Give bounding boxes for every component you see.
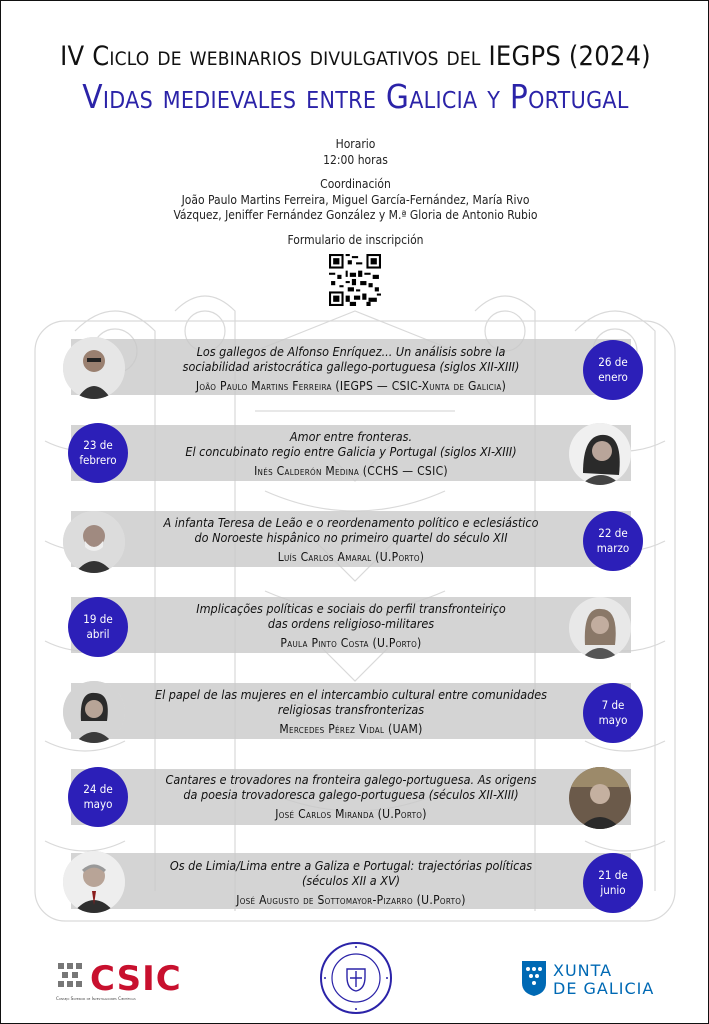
session-5: [131, 687, 571, 736]
session-4-title-2: das ordens religioso-militares: [267, 616, 435, 631]
registration-qr-code[interactable]: [329, 254, 381, 306]
session-1-title-1: Los gallegos de Alfonso Enríquez... Un análisis sobre la: [196, 344, 506, 359]
coordinacion-line-2: Vázquez, Jeniffer Fernández González y M.ª Gloria de Antonio Rubio: [173, 208, 538, 222]
session-1-date: 26 de enero: [583, 340, 643, 400]
session-5-date: 7 de mayo: [583, 683, 643, 743]
session-3-title-1: A infanta Teresa de Leão e o reordenamento político e eclesiástico: [163, 515, 539, 530]
session-1-title-2: sociabilidad aristocrática gallego-portuguesa (siglos XII-XIII): [182, 359, 520, 374]
session-4-title-1: Implicações políticas e sociais do perfil transfronteiriço: [196, 601, 506, 616]
xunta-line-2: DE GALICIA: [553, 979, 655, 998]
session-2: [131, 429, 571, 478]
session-2-title-2: El concubinato regio entre Galicia y Portugal (siglos XI-XIII): [185, 444, 517, 459]
speaker-6-photo: [569, 767, 631, 829]
session-4: [131, 601, 571, 650]
horario-value: 12:00 horas: [323, 153, 388, 167]
session-1-speaker: João Paulo Martins Ferreira (IEGPS — CSIC-Xunta de Galicia): [195, 379, 507, 393]
session-6-title-2: da poesia trovadoresca galego-portuguesa (séculos XII-XIII): [183, 787, 519, 802]
session-2-date: 23 de febrero: [68, 423, 128, 483]
xunta-shield-icon: [521, 959, 547, 997]
session-7-title-2: (séculos XII a XV): [301, 873, 401, 888]
session-7: [131, 858, 571, 907]
session-2-speaker: Inés Calderón Medina (CCHS — CSIC): [254, 464, 448, 478]
session-1: [131, 344, 571, 393]
speaker-3-photo: [63, 511, 125, 573]
speaker-4-photo: [569, 597, 631, 659]
session-6: [131, 772, 571, 821]
xunta-line-1: XUNTA: [553, 961, 613, 980]
session-5-title-1: El papel de las mujeres en el intercambio cultural entre comunidades: [154, 687, 548, 702]
session-7-speaker: José Augusto de Sottomayor-Pizarro (U.Porto): [236, 893, 466, 907]
session-4-speaker: Paula Pinto Costa (U.Porto): [280, 636, 422, 650]
session-3-title-2: do Noroeste hispânico no primeiro quartel do século XII: [194, 530, 508, 545]
session-3: [131, 515, 571, 564]
csic-name: CSIC: [90, 959, 182, 999]
session-7-date: 21 de junio: [583, 853, 643, 913]
session-6-speaker: José Carlos Miranda (U.Porto): [275, 807, 427, 821]
speaker-7-photo: [63, 851, 125, 913]
csic-emblem-icon: [56, 961, 86, 995]
session-3-date: 22 de marzo: [583, 511, 643, 571]
session-2-title-1: Amor entre fronteras.: [289, 429, 413, 444]
speaker-5-photo: [63, 681, 125, 743]
session-6-date: 24 de mayo: [68, 767, 128, 827]
coordinacion-line-1: João Paulo Martins Ferreira, Miguel García-Fernández, María Rivo: [181, 193, 530, 207]
session-5-speaker: Mercedes Pérez Vidal (UAM): [279, 722, 423, 736]
session-4-date: 19 de abril: [68, 597, 128, 657]
coordinacion-label: Coordinación: [320, 177, 391, 191]
session-3-speaker: Luís Carlos Amaral (U.Porto): [277, 550, 425, 564]
session-7-title-1: Os de Limia/Lima entre a Galiza e Portugal: trajectórias políticas: [169, 858, 533, 873]
speaker-1-photo: [63, 337, 125, 399]
session-6-title-1: Cantares e trovadores na fronteira galego-portuguesa. As origens: [165, 772, 537, 787]
cycle-title: Vidas medievales entre Galicia y Portugal: [82, 77, 629, 116]
session-5-title-2: religiosas transfronterizas: [277, 702, 425, 717]
horario-label: Horario: [335, 137, 376, 151]
series-title: IV Ciclo de webinarios divulgativos del IEGPS (2024): [60, 41, 651, 72]
iegps-seal: [319, 941, 393, 1015]
formulario-label[interactable]: Formulario de inscripción: [287, 233, 424, 247]
speaker-2-photo: [569, 423, 631, 485]
csic-subtitle: Consejo Superior de Investigaciones Científicas: [56, 997, 136, 1002]
